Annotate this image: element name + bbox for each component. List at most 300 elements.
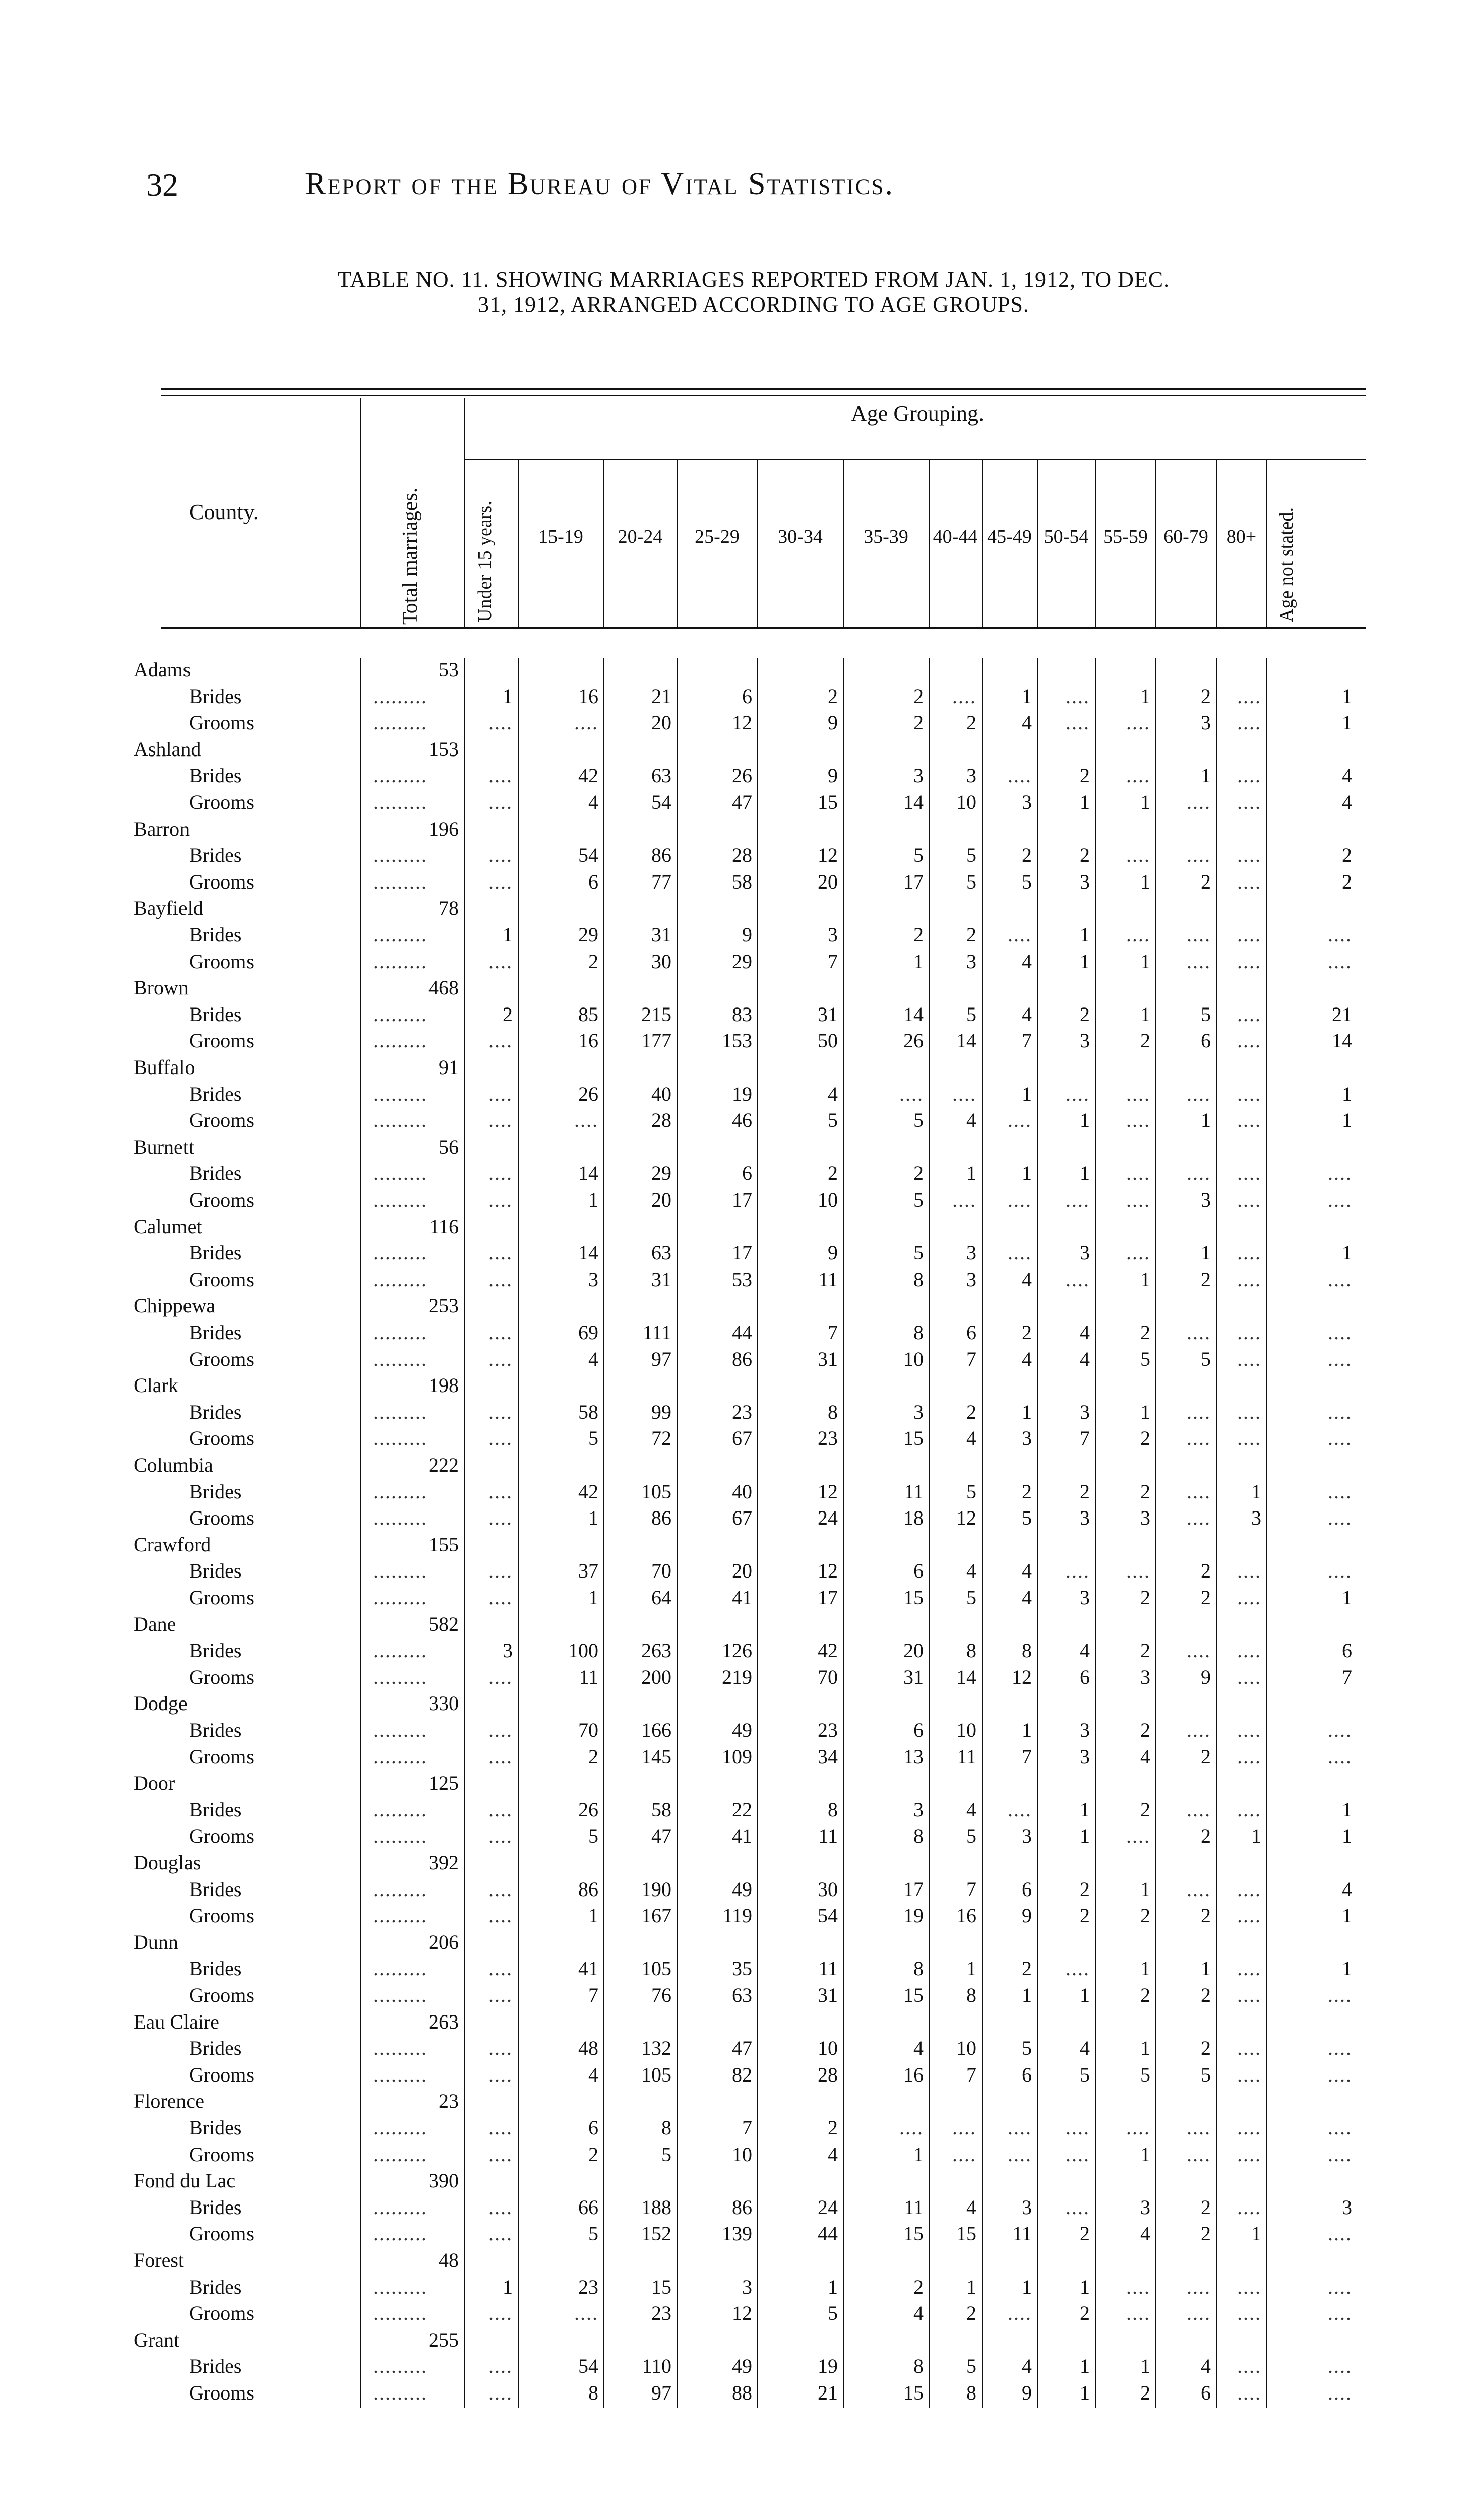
age-group-cell: 4 <box>966 2195 976 2219</box>
age-group-cell: 3 <box>742 2275 752 2298</box>
age-group-cell: 3 <box>1080 1400 1090 1423</box>
dot-leader: ......... <box>373 2381 427 2404</box>
age-group-cell: 2 <box>1201 1824 1211 1848</box>
age-group-cell: 4 <box>966 1798 976 1821</box>
age-group-cell: 2 <box>1201 1586 1211 1609</box>
age-group-cell: .... <box>1328 1506 1352 1530</box>
age-group-cell: .... <box>952 1188 976 1211</box>
age-group-cell: .... <box>488 1188 513 1211</box>
age-group-cell: 3 <box>1022 1824 1032 1848</box>
column-header-8: 50-54 <box>1044 526 1089 547</box>
age-group-cell: .... <box>1237 1321 1261 1344</box>
age-group-cell: 2 <box>828 684 838 708</box>
brides-row <box>0 1161 1472 1188</box>
age-group-cell: .... <box>488 844 513 867</box>
age-group-cell: 1 <box>1140 1957 1150 1980</box>
age-group-cell: 1 <box>1022 1400 1032 1423</box>
age-group-cell: 86 <box>732 1347 752 1370</box>
column-header-7: 45-49 <box>987 526 1032 547</box>
age-group-cell: 2 <box>1022 844 1032 867</box>
age-group-cell: 1 <box>1080 2355 1090 2378</box>
age-group-cell: 4 <box>1342 1877 1352 1901</box>
age-group-cell: 2 <box>1201 870 1211 893</box>
age-group-cell: 29 <box>732 950 752 973</box>
age-group-cell: 4 <box>1022 1559 1032 1583</box>
dot-leader: ......... <box>373 1268 427 1291</box>
age-group-cell: 1 <box>1080 1824 1090 1848</box>
age-group-cell: 6 <box>588 2116 598 2139</box>
age-group-cell: 2 <box>1342 870 1352 893</box>
age-group-cell: 9 <box>1022 1904 1032 1927</box>
column-divider <box>1266 459 1267 627</box>
county-name: Brown <box>134 976 189 999</box>
dot-leader: ......... <box>373 1241 427 1265</box>
dot-leader: ......... <box>373 1586 427 1609</box>
age-group-cell: 63 <box>732 1984 752 2006</box>
age-group-cell: 23 <box>818 1719 838 1741</box>
age-group-cell: 3 <box>966 1241 976 1265</box>
age-group-cell: 47 <box>732 791 752 813</box>
age-group-cell: 46 <box>732 1109 752 1132</box>
grooms-row <box>0 1665 1472 1692</box>
total-marriages: 330 <box>428 1692 459 1715</box>
brides-row <box>0 1400 1472 1427</box>
brides-row <box>0 843 1472 870</box>
age-group-cell: 3 <box>1342 2195 1352 2219</box>
age-group-cell: 17 <box>903 870 924 893</box>
brides-label: Brides <box>189 2195 242 2219</box>
age-group-cell: 109 <box>722 1745 752 1768</box>
total-marriages: 116 <box>429 1215 459 1238</box>
brides-label: Brides <box>189 1798 242 1821</box>
age-group-cell: 16 <box>578 1029 598 1052</box>
age-group-cell: 2 <box>1080 1480 1090 1503</box>
brides-row <box>0 684 1472 711</box>
brides-row <box>0 2195 1472 2222</box>
age-group-cell: 200 <box>641 1665 671 1688</box>
brides-label: Brides <box>189 1002 242 1026</box>
grooms-row <box>0 711 1472 737</box>
age-group-cell: .... <box>1187 1798 1211 1821</box>
age-group-cell: 7 <box>966 1347 976 1370</box>
body-column-divider <box>464 658 465 2408</box>
age-group-cell: 10 <box>732 2143 752 2166</box>
grooms-label: Grooms <box>189 2381 254 2404</box>
age-group-cell: 1 <box>966 1162 976 1185</box>
brides-row <box>0 1002 1472 1029</box>
age-group-cell: 1 <box>1080 1109 1090 1132</box>
age-group-cell: .... <box>1187 2143 1211 2166</box>
age-group-cell: 2 <box>1022 1957 1032 1980</box>
brides-row <box>0 923 1472 950</box>
age-group-cell: 2 <box>966 711 976 734</box>
age-group-cell: 49 <box>732 2355 752 2378</box>
dot-leader: ......... <box>373 2222 427 2245</box>
age-group-cell: 82 <box>732 2063 752 2086</box>
dot-leader: ......... <box>373 2302 427 2325</box>
age-group-cell: 11 <box>818 1824 838 1848</box>
age-group-cell: 2 <box>1080 1877 1090 1901</box>
age-group-cell: 5 <box>588 1824 598 1848</box>
body-column-divider <box>518 658 519 2408</box>
grooms-label: Grooms <box>189 1904 254 1927</box>
body-column-divider <box>1216 658 1217 2408</box>
age-group-cell: 1 <box>1201 1109 1211 1132</box>
age-group-cell: .... <box>488 1321 513 1344</box>
age-group-cell: 1 <box>1201 764 1211 787</box>
age-group-cell: 20 <box>732 1559 752 1583</box>
age-group-cell: 2 <box>1140 1480 1150 1503</box>
brides-label: Brides <box>189 1321 242 1344</box>
dot-leader: ......... <box>373 1957 427 1980</box>
age-group-cell: 6 <box>742 684 752 708</box>
body-column-divider <box>1155 658 1156 2408</box>
age-group-cell: 4 <box>1022 1002 1032 1026</box>
age-grouping-header: Age Grouping. <box>851 401 984 426</box>
age-group-cell: 1 <box>588 1506 598 1530</box>
age-group-cell: .... <box>488 1586 513 1609</box>
brides-label: Brides <box>189 1162 242 1185</box>
age-group-cell: 76 <box>651 1984 671 2006</box>
age-group-cell: 119 <box>722 1904 752 1927</box>
column-header-0: Under 15 years. <box>474 500 496 622</box>
age-group-cell: 31 <box>903 1665 924 1688</box>
age-group-cell: 1 <box>1251 2222 1261 2245</box>
column-divider <box>1095 459 1096 627</box>
age-group-cell: 50 <box>818 1029 838 1052</box>
age-group-cell: .... <box>1237 2063 1261 2086</box>
age-group-cell: 110 <box>642 2355 671 2378</box>
age-group-cell: 4 <box>1080 1347 1090 1370</box>
age-group-cell: .... <box>1008 1798 1032 1821</box>
age-group-cell: 1 <box>1022 1082 1032 1105</box>
total-marriages: 48 <box>439 2249 459 2272</box>
age-group-cell: 2 <box>1080 1904 1090 1927</box>
column-header-11: 80+ <box>1226 526 1257 547</box>
age-group-cell: 2 <box>1080 764 1090 787</box>
total-marriages: 255 <box>428 2328 459 2351</box>
age-group-cell: .... <box>1328 923 1352 946</box>
age-group-cell: 8 <box>588 2381 598 2404</box>
age-group-cell: 11 <box>818 1268 838 1291</box>
age-group-cell: .... <box>1187 2275 1211 2298</box>
running-title: Report of the Bureau of Vital Statistics. <box>305 167 894 201</box>
age-group-cell: 1 <box>1140 950 1150 973</box>
age-group-cell: 6 <box>1022 2063 1032 2086</box>
age-group-cell: 24 <box>818 1506 838 1530</box>
age-group-cell: 5 <box>966 870 976 893</box>
age-group-cell: 3 <box>828 923 838 946</box>
table-caption <box>141 267 1366 318</box>
grooms-row <box>0 1904 1472 1930</box>
grooms-label: Grooms <box>189 2063 254 2086</box>
age-group-cell: .... <box>1126 2116 1150 2139</box>
total-marriages: 155 <box>428 1533 459 1556</box>
grooms-label: Grooms <box>189 870 254 893</box>
age-group-cell: 10 <box>818 1188 838 1211</box>
age-group-cell: 5 <box>1022 2037 1032 2060</box>
age-group-cell: 1 <box>913 950 924 973</box>
age-group-cell: 1 <box>1140 2143 1150 2166</box>
age-group-cell: 15 <box>818 791 838 813</box>
age-group-cell: 2 <box>1201 1904 1211 1927</box>
age-group-cell: 1 <box>588 1904 598 1927</box>
column-header-4: 30-34 <box>778 526 823 547</box>
age-group-cell: 54 <box>578 844 598 867</box>
age-group-cell: 2 <box>1201 2037 1211 2060</box>
age-group-cell: 1 <box>1342 1824 1352 1848</box>
age-group-cell: .... <box>1187 1162 1211 1185</box>
grooms-label: Grooms <box>189 1109 254 1132</box>
age-group-cell: .... <box>488 2143 513 2166</box>
total-marriages: 392 <box>428 1851 459 1874</box>
age-group-cell: 1 <box>503 684 513 708</box>
total-marriages: 153 <box>428 737 459 761</box>
dot-leader: ......... <box>373 844 427 867</box>
total-marriages-header: Total marriages. <box>399 487 422 625</box>
dot-leader: ......... <box>373 1002 427 1026</box>
age-group-cell: .... <box>1237 1002 1261 1026</box>
age-group-cell: .... <box>1008 2302 1032 2325</box>
age-group-cell: 1 <box>1342 1082 1352 1105</box>
county-name: Grant <box>134 2328 180 2351</box>
age-group-cell: 2 <box>1140 1984 1150 2006</box>
dot-leader: ......... <box>373 1904 427 1927</box>
county-name: Fond du Lac <box>134 2169 236 2192</box>
age-group-cell: 5 <box>588 2222 598 2245</box>
total-marriages: 23 <box>439 2090 459 2113</box>
age-group-cell: .... <box>1187 1719 1211 1741</box>
age-group-cell: 139 <box>722 2222 752 2245</box>
grooms-row <box>0 2143 1472 2169</box>
age-group-cell: 111 <box>642 1321 671 1344</box>
dot-leader: ......... <box>373 1400 427 1423</box>
age-group-cell: 1 <box>503 923 513 946</box>
age-group-cell: .... <box>1187 844 1211 867</box>
age-group-cell: 3 <box>1080 1241 1090 1265</box>
brides-row <box>0 2036 1472 2063</box>
brides-label: Brides <box>189 923 242 946</box>
brides-row <box>0 1320 1472 1347</box>
age-group-cell: 2 <box>1140 1029 1150 1052</box>
dot-leader: ......... <box>373 2355 427 2378</box>
age-group-cell: 5 <box>1080 2063 1090 2086</box>
age-group-cell: 9 <box>828 1241 838 1265</box>
age-group-cell: 5 <box>966 1002 976 1026</box>
age-group-cell: .... <box>1328 1559 1352 1583</box>
age-group-cell: 16 <box>903 2063 924 2086</box>
county-row <box>0 1533 1472 1559</box>
total-marriages: 56 <box>439 1135 459 1158</box>
county-name: Clark <box>134 1374 178 1397</box>
age-group-cell: 35 <box>732 1957 752 1980</box>
age-group-cell: 14 <box>956 1029 976 1052</box>
brides-label: Brides <box>189 1400 242 1423</box>
age-group-cell: .... <box>1066 2195 1090 2219</box>
dot-leader: ......... <box>373 1029 427 1052</box>
age-group-cell: .... <box>1328 1984 1352 2006</box>
dot-leader: ......... <box>373 1082 427 1105</box>
brides-row <box>0 1480 1472 1506</box>
age-group-cell: .... <box>1328 2063 1352 2086</box>
total-marriages: 390 <box>428 2169 459 2192</box>
brides-row <box>0 1877 1472 1904</box>
age-group-cell: 105 <box>641 2063 671 2086</box>
age-group-cell: 105 <box>641 1957 671 1980</box>
age-group-cell: .... <box>488 2116 513 2139</box>
brides-label: Brides <box>189 2355 242 2378</box>
age-group-cell: 16 <box>956 1904 976 1927</box>
age-group-cell: 188 <box>641 2195 671 2219</box>
age-group-cell: 54 <box>651 791 671 813</box>
age-group-cell: .... <box>1237 2143 1261 2166</box>
grooms-label: Grooms <box>189 1586 254 1609</box>
age-group-cell: 10 <box>818 2037 838 2060</box>
dot-leader: ......... <box>373 1162 427 1185</box>
age-group-cell: 4 <box>1022 1347 1032 1370</box>
age-group-cell: 1 <box>1140 1877 1150 1901</box>
grooms-row <box>0 1824 1472 1851</box>
grooms-label: Grooms <box>189 1347 254 1370</box>
grooms-label: Grooms <box>189 1427 254 1450</box>
age-group-cell: 190 <box>641 1877 671 1901</box>
age-group-cell: .... <box>1237 1559 1261 1583</box>
age-group-cell: 6 <box>1201 2381 1211 2404</box>
age-group-cell: .... <box>1187 2302 1211 2325</box>
age-group-cell: 4 <box>1022 950 1032 973</box>
age-group-cell: 9 <box>1022 2381 1032 2404</box>
age-group-cell: 2 <box>1140 1719 1150 1741</box>
age-group-cell: 20 <box>903 1639 924 1662</box>
table-body <box>0 658 1472 2412</box>
age-group-cell: .... <box>952 684 976 708</box>
age-group-cell: .... <box>1126 2302 1150 2325</box>
age-group-cell: .... <box>1187 1639 1211 1662</box>
age-group-cell: 5 <box>1022 870 1032 893</box>
age-group-cell: 10 <box>903 1347 924 1370</box>
age-group-cell: 31 <box>651 923 671 946</box>
age-group-cell: .... <box>1328 1347 1352 1370</box>
county-row <box>0 896 1472 923</box>
page-number: 32 <box>146 167 178 203</box>
age-group-cell: 2 <box>828 1162 838 1185</box>
age-group-cell: 1 <box>1342 1586 1352 1609</box>
age-group-cell: .... <box>1237 1984 1261 2006</box>
age-group-cell: 64 <box>651 1586 671 1609</box>
age-group-cell: 22 <box>732 1798 752 1821</box>
age-group-cell: 9 <box>742 923 752 946</box>
column-divider <box>603 459 604 627</box>
age-group-cell: 3 <box>1080 1719 1090 1741</box>
age-group-cell: .... <box>952 2143 976 2166</box>
age-group-cell: 3 <box>913 764 924 787</box>
age-group-cell: .... <box>1126 764 1150 787</box>
column-divider <box>1216 459 1217 627</box>
age-group-cell: 1 <box>1080 2381 1090 2404</box>
age-group-cell: 5 <box>661 2143 671 2166</box>
age-group-cell: 3 <box>1140 1506 1150 1530</box>
age-group-cell: .... <box>488 1559 513 1583</box>
age-group-cell: 3 <box>966 950 976 973</box>
age-group-cell: 26 <box>578 1798 598 1821</box>
age-group-cell: 20 <box>651 711 671 734</box>
age-group-cell: .... <box>1008 1241 1032 1265</box>
county-name: Ashland <box>134 737 201 761</box>
grooms-row <box>0 2381 1472 2408</box>
body-column-divider <box>1037 658 1038 2408</box>
age-group-cell: .... <box>1187 791 1211 813</box>
age-group-cell: 97 <box>651 2381 671 2404</box>
age-group-cell: .... <box>1328 950 1352 973</box>
age-group-cell: .... <box>1237 2195 1261 2219</box>
age-group-cell: 1 <box>588 1586 598 1609</box>
age-group-cell: 11 <box>818 1957 838 1980</box>
age-group-cell: 70 <box>818 1665 838 1688</box>
county-row <box>0 2010 1472 2037</box>
age-group-cell: 10 <box>956 1719 976 1741</box>
age-group-cell: 23 <box>818 1427 838 1450</box>
age-group-cell: 8 <box>966 2381 976 2404</box>
age-group-cell: 2 <box>966 923 976 946</box>
grooms-row <box>0 2063 1472 2090</box>
age-group-cell: 5 <box>913 1188 924 1211</box>
body-column-divider <box>677 658 678 2408</box>
age-group-cell: 3 <box>1201 711 1211 734</box>
age-group-cell: 31 <box>651 1268 671 1291</box>
age-group-cell: .... <box>488 1268 513 1291</box>
county-row <box>0 976 1472 1002</box>
age-group-cell: .... <box>1066 1188 1090 1211</box>
brides-label: Brides <box>189 1877 242 1901</box>
age-group-cell: 23 <box>651 2302 671 2325</box>
age-group-cell: 1 <box>828 2275 838 2298</box>
body-column-divider <box>1095 658 1096 2408</box>
age-group-cell: 6 <box>1201 1029 1211 1052</box>
age-group-cell: 4 <box>966 1559 976 1583</box>
age-group-cell: .... <box>1237 1400 1261 1423</box>
age-group-cell: 21 <box>818 2381 838 2404</box>
total-marriages: 196 <box>428 817 459 840</box>
age-group-cell: 44 <box>732 1321 752 1344</box>
age-group-cell: 2 <box>1140 2381 1150 2404</box>
age-group-cell: .... <box>488 2381 513 2404</box>
age-group-cell: 1 <box>1140 791 1150 813</box>
age-group-cell: 3 <box>1022 791 1032 813</box>
age-group-cell: 3 <box>1080 870 1090 893</box>
age-group-cell: 1 <box>966 1957 976 1980</box>
body-column-divider <box>757 658 758 2408</box>
age-group-cell: 1 <box>1080 950 1090 973</box>
age-group-cell: 3 <box>913 1798 924 1821</box>
brides-row <box>0 1082 1472 1109</box>
age-group-cell: 31 <box>818 1984 838 2006</box>
age-group-cell: 215 <box>641 1002 671 1026</box>
age-group-cell: 40 <box>732 1480 752 1503</box>
county-row <box>0 2089 1472 2116</box>
age-group-cell: .... <box>1237 1268 1261 1291</box>
age-group-cell: .... <box>1126 844 1150 867</box>
age-group-cell: 177 <box>641 1029 671 1052</box>
age-group-cell: 77 <box>651 870 671 893</box>
grooms-label: Grooms <box>189 1745 254 1768</box>
county-row <box>0 737 1472 764</box>
age-group-cell: .... <box>1066 1559 1090 1583</box>
age-group-cell: 41 <box>732 1586 752 1609</box>
dot-leader: ......... <box>373 2195 427 2219</box>
age-group-cell: .... <box>1237 844 1261 867</box>
age-group-cell: 7 <box>828 1321 838 1344</box>
age-group-cell: 6 <box>588 870 598 893</box>
